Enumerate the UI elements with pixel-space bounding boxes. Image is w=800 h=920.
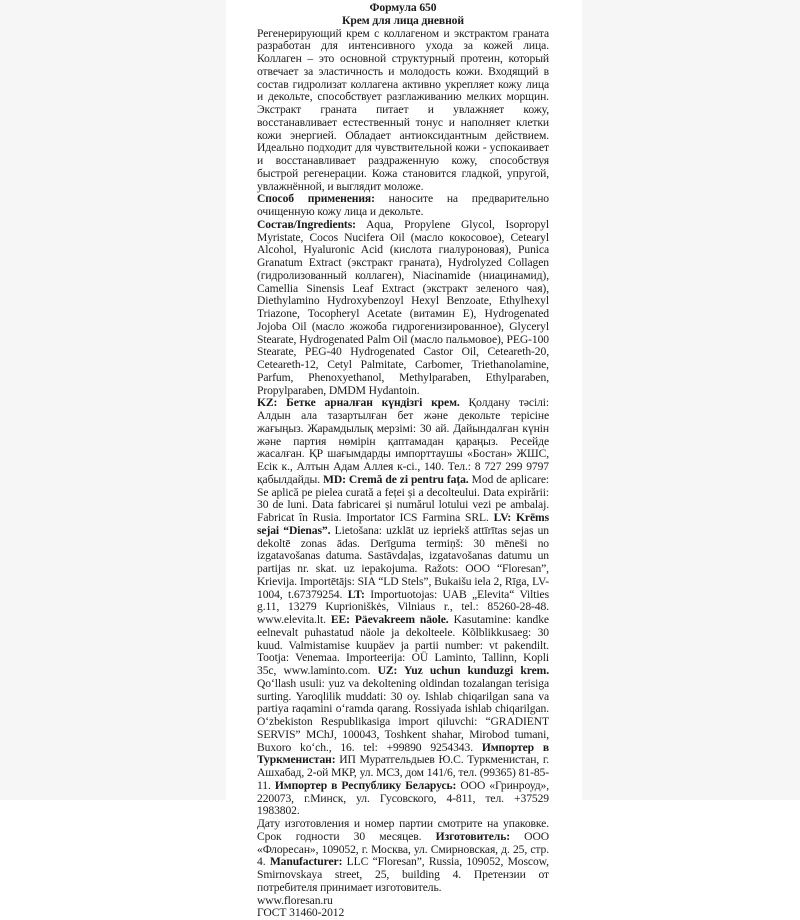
by-text: ООО «Гринроуд», 220073, г.Минск, ул. Гусовского, 4-811, тел. +37529 1983802. (257, 778, 549, 818)
multilang-paragraph (257, 397, 549, 818)
kz-text: Қолдану тәсілі: Алдын ала тазартылған бет және декольте терісіне жағыңыз. Жарамдылық мерзімі: 30 ай. Дайындалған күнін және партия нөмірін қаптамадан қараңыз. Ресейде жасалған. ҚР шағымдарды импорттаушы «Бостан» ЖШС, Есік к., Алтын Адам Аллея к-сі., 140. Тел.: 8 727 299 9797 қабылдайды. (257, 396, 549, 486)
by-label: Импортер в Республику Беларусь: (274, 778, 457, 792)
lv-text: Lietošana: uzklāt uz iepriekš attīrītas sejas un dekoltē zonas ādas. Derīguma termiņš: 30 mēneši no izgatavošanas datuma. Sastāvdaļas, izgatavošanas datumu un partijas nr. skat. uz iepakojuma. Ražots: OOO “Floresan”, Krievija. Importētājs: SIA “LD Stels”, Bukaišu iela 2, Rīga, LV-1004, t.67379254. (257, 523, 549, 601)
ingredients-text: Aqua, Propylene Glycol, Isopropyl Myristate, Cocos Nucifera Oil (масло кокосовое), Cetearyl Alcohol, Hyaluronic Acid (кислота гиалуроновая), Punica Granatum Extract (экстракт граната), Hydrolyzed Collagen (гидролизованный коллаген), Niacinamide (ниацинамид), Camellia Sinensis Leaf Extract (экстракт зеленого чая), Diethylamino Hydroxybenzoyl Hexyl Benzoate, Ethylhexyl Triazone, Tocopheryl Acetate (витамин Е), Hydrogenated Jojoba Oil (масло жожоба гидрогенизированное), Glyceryl Stearate, Hydrogenated Palm Oil (масло пальмовое), PEG-100 Stearate, PEG-40 Hydrogenated Castor Oil, Ceteareth-20, Ceteareth-12, Cetyl Palmitate, Carbomer, Triethanolamine, Parfum, Phenoxyethanol, Methylparaben, Ethylparaben, Propylparaben, DMDM Hydantoin. (257, 217, 549, 397)
product-subtitle: Крем для лица дневной (342, 13, 464, 27)
usage-paragraph (257, 193, 549, 219)
ee-text: Kasutamine: kandke eelnevalt puhastatud näole ja dekolteele. Kõlblikkusaeg: 30 kuud. Valmistamise kuupäev ja partii number: vt pakendilt. Tootja: Venemaa. Importeerija: OÜ Laminto, Tallinn, Kopli 35c, www.laminto.com. (257, 613, 549, 677)
usage-label: Способ применения: (257, 192, 375, 206)
manufacturer-text: LLC “Floresan”, Russia, 109052, Moscow, Smirnovskaya street, 25, building 4. Претензии от потребителя принимает изготовитель. (257, 855, 549, 894)
background-right (582, 0, 800, 800)
ee-label: EE: Päevakreem näole. (330, 613, 449, 626)
website-text: www.floresan.ru (257, 893, 333, 907)
maker-label: Изготовитель: (435, 829, 510, 843)
usage-text: наносите на предварительно очищенную кожу лица и декольте. (257, 192, 549, 218)
md-text: Mod de aplicare: Se aplică pe pielea curată a feței și a decolteului. Data expirării: 30 de luni. Data fabricarei și numărul lotului vezi pe ambalaj. Fabricat în Rusia. Importator ICS Farmina SRL. (257, 472, 550, 524)
product-label (257, 2, 549, 920)
kz-label: KZ: Бетке арналған күндізгі крем. (257, 396, 460, 410)
date-text: Дату изготовления и номер партии смотрите на упаковке. Срок годности 30 месяцев. (257, 817, 549, 843)
maker-text: ООО «Флоресан», 109052, г. Москва, ул. Смирновская, д. 25, стр. 4. (257, 829, 549, 869)
lt-text: Importuotojas: UAB „Elevita“ Vilties g.11, 13279 Kuprioniškės, Vilniaus r., tel.: 85260-28-48. www.elevita.lt. (257, 587, 549, 626)
description-paragraph: Регенерирующий крем с коллагеном и экстрактом граната разработан для интенсивного ухода за кожей лица. Коллаген – это основной структурный протеин, который отвечает за эластичность и молодость кожи. Входящий в состав гидролизат коллагена активно укрепляет кожу лица и декольте, способствует разглаживанию мелких морщин. Экстракт граната питает и увлажняет кожу, восстанавливает естественный тонус и наполняет клетки кожи энергией. Обладает антиоксидантным действием. Идеально подходит для чувствительной кожи - успокаивает и восстанавливает раздраженную кожу, способствуя быстрой регенерации. Кожа становится гладкой, упругой, увлажнённой, и выглядит моложе. (257, 26, 549, 193)
ingredients-label: Состав/Ingredients: (257, 217, 356, 231)
product-title: Формула 650 (369, 1, 437, 14)
lt-label: LT: (347, 587, 365, 601)
ingredients-paragraph (257, 219, 549, 398)
manufacturer-label: Manufacturer: (269, 855, 343, 869)
tm-text: ИП Муратгельдыев Ю.С. Туркменистан, г. Ашхабад, 2-ой МКР, ул. МСЗ, дом 141/6, тел. (99365) 81-85-11. (257, 753, 549, 792)
lv-label: LV: Krēms sejai “Dienas”. (257, 511, 549, 537)
uz-text: Qo‘llash usuli: yuz va dekoltening oldindan tozalangan terisiga surting. Yaroqlilik muddati: 30 oy. Ishlab chiqarilgan sana va partiya raqamini o‘ramda qarang. Rossiyada ishlab chiqarilgan. O‘zbekiston Respublikasiga import qiluvchi: “GRADIENT SERVIS” MChJ, 100043, Toshkent shahar, Mirobod tumani, Buxoro ko‘ch., 16. tel: +99890 9254343. (257, 676, 549, 754)
gost-text: ГОСТ 31460-2012 (257, 906, 345, 920)
tm-label: Импортер в Туркменистан: (257, 740, 549, 767)
uz-label: UZ: Yuz uchun kunduzgi krem. (377, 664, 549, 677)
background-left (0, 0, 226, 800)
md-label: MD: Cremă de zi pentru fața. (323, 472, 469, 486)
manufacturer-paragraph (257, 818, 549, 895)
